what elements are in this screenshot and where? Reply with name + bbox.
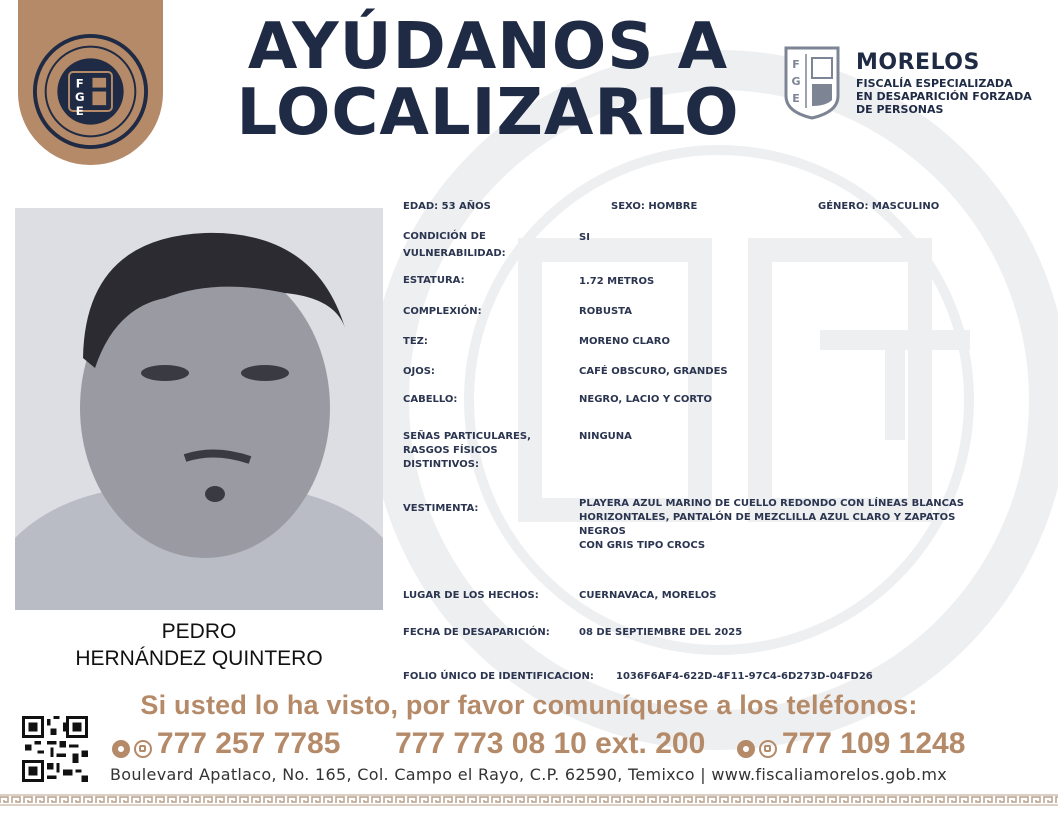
person-first-name: PEDRO — [161, 620, 237, 643]
clothing-label: VESTIMENTA: — [403, 503, 479, 514]
logo-letter-e: E — [792, 92, 800, 105]
phone-group-3 — [737, 727, 965, 761]
sex-field: SEXO: HOMBRE — [611, 201, 698, 212]
org-line-1: FISCALÍA ESPECIALIZADA — [856, 77, 1013, 90]
person-name — [15, 618, 383, 672]
fge-seal-icon — [32, 33, 149, 150]
skin-value: MORENO CLARO — [579, 336, 670, 347]
folio-label: FOLIO ÚNICO DE IDENTIFICACION: — [403, 671, 594, 682]
marks-value: NINGUNA — [579, 431, 632, 442]
marks-label-line-1: SEÑAS PARTICULARES, — [403, 431, 531, 442]
gender-field: GÉNERO: MASCULINO — [818, 201, 940, 212]
hair-label: CABELLO: — [403, 394, 458, 405]
org-name: MORELOS — [856, 50, 980, 75]
eyes-value: CAFÉ OBSCURO, GRANDES — [579, 366, 728, 377]
age-field: EDAD: 53 AÑOS — [403, 201, 491, 212]
headline-line-1: AYÚDANOS A — [247, 10, 729, 84]
phone-icon — [112, 740, 130, 758]
phone-group-1 — [112, 727, 340, 761]
vulnerability-label-line-2: VULNERABILIDAD: — [403, 248, 506, 259]
height-label: ESTATURA: — [403, 275, 465, 286]
address-and-website: Boulevard Apatlaco, No. 165, Col. Campo el Rayo, C.P. 62590, Temixco | www.fiscaliamorelos.gob.mx — [110, 765, 948, 784]
vulnerability-value: SI — [579, 232, 590, 243]
clothing-value-line-3: CON GRIS TIPO CROCS — [579, 540, 706, 551]
person-portrait-image — [15, 208, 383, 610]
marks-label — [403, 430, 531, 472]
date-label: FECHA DE DESAPARICIÓN: — [403, 627, 550, 638]
logo-letter-f: F — [792, 58, 800, 71]
build-value: ROBUSTA — [579, 306, 632, 317]
logo-letter-g: G — [791, 75, 801, 88]
height-value: 1.72 METROS — [579, 276, 655, 287]
marks-label-line-2: RASGOS FÍSICOS — [403, 445, 498, 456]
date-value: 08 DE SEPTIEMBRE DEL 2025 — [579, 627, 743, 638]
headline-line-2: LOCALIZARLO — [236, 76, 740, 150]
clothing-value-line-1: PLAYERA AZUL MARINO DE CUELLO REDONDO CON LÍNEAS BLANCAS — [579, 498, 964, 509]
clothing-value — [579, 497, 999, 553]
whatsapp-icon — [759, 740, 777, 758]
vulnerability-label-line-1: CONDICIÓN DE — [403, 231, 486, 242]
person-last-names: HERNÁNDEZ QUINTERO — [75, 647, 323, 670]
call-to-action: Si usted lo ha visto, por favor comuníquese a los teléfonos: — [140, 690, 918, 720]
svg-text:F: F — [75, 76, 84, 91]
marks-label-line-3: DISTINTIVOS: — [403, 459, 479, 470]
fge-shield-logo-icon — [782, 44, 842, 120]
eyes-label: OJOS: — [403, 366, 435, 377]
qr-code-icon — [22, 716, 88, 782]
hair-value: NEGRO, LACIO Y CORTO — [579, 394, 712, 405]
phone-number-3[interactable]: 777 109 1248 — [781, 727, 966, 760]
vulnerability-label — [403, 230, 506, 261]
clothing-value-line-2: HORIZONTALES, PANTALÓN DE MEZCLILLA AZUL CLARO Y ZAPATOS NEGROS — [579, 512, 956, 537]
missing-person-photo — [15, 208, 383, 610]
org-line-2: EN DESAPARICIÓN FORZADA — [856, 90, 1032, 103]
org-description — [856, 77, 1056, 116]
headline — [168, 10, 808, 150]
phone-number-1[interactable]: 777 257 7785 — [156, 727, 341, 760]
location-value: CUERNAVACA, MORELOS — [579, 590, 717, 601]
phone-icon — [737, 740, 755, 758]
whatsapp-icon — [134, 740, 152, 758]
svg-text:G: G — [74, 90, 85, 105]
decorative-footer-border — [0, 793, 1058, 807]
location-label: LUGAR DE LOS HECHOS: — [403, 590, 539, 601]
skin-label: TEZ: — [403, 336, 428, 347]
svg-text:E: E — [75, 103, 84, 118]
build-label: COMPLEXIÓN: — [403, 306, 482, 317]
folio-value: 1036F6AF4-622D-4F11-97C4-6D273D-04FD26 — [616, 671, 873, 682]
phone-number-2[interactable]: 777 773 08 10 ext. 200 — [395, 727, 706, 760]
org-line-3: DE PERSONAS — [856, 103, 944, 116]
